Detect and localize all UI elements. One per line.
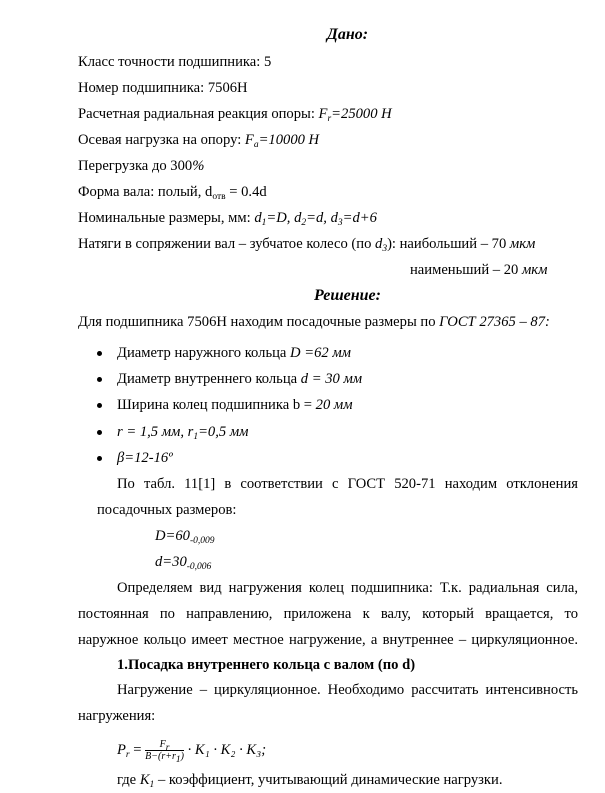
k1-definition: где $K_1$ – коэффициент, учитывающий динамические нагрузки. <box>117 772 503 790</box>
section-paragraph-line1: Нагружение – циркуляционное. Необходимо рассчитать интенсивность <box>117 682 578 698</box>
solution-intro: Для подшипника 7506Н находим посадочные размеры по ГОСТ 27365 – 87: <box>78 314 550 330</box>
solution-title: Решение: <box>314 287 381 304</box>
section-heading: 1.Посадка внутреннего кольца с валом (по d) <box>117 657 416 673</box>
radial-reaction: Расчетная радиальная реакция опоры: $F_r=25000$ Н <box>78 106 392 124</box>
bullet-width: Ширина колец подшипника b = 20 мм <box>117 395 353 415</box>
load-paragraph-line1: Определяем вид нагружения колец подшипника: Т.к. радиальная сила, <box>117 580 578 596</box>
section-paragraph-line2: нагружения: <box>78 708 156 724</box>
interference-min: наименьший – 20 мкм <box>410 262 548 278</box>
inner-deviation: $d=30_{-0,006}$ <box>155 554 212 572</box>
given-title: Дано: <box>326 26 369 43</box>
bullet-beta: β=12-16º <box>117 448 173 468</box>
bullet-radius: r = 1,5 мм, $r_1=0,5$ мм <box>117 422 248 442</box>
table-paragraph-line1: По табл. 11[1] в соответствии с ГОСТ 520-71 находим отклонения <box>117 476 578 492</box>
nominal-sizes: Номинальные размеры, мм: $d_1=D$, $d_2=d$, $d_3=d+6$ <box>78 210 377 228</box>
bullet-inner-diameter: Диаметр внутреннего кольца d = 30 мм <box>117 369 362 389</box>
load-paragraph-line2: постоянная по направлению, приложена к валу, который вращается, то <box>78 606 578 622</box>
load-paragraph-line3: наружное кольцо имеет местное нагружение, а внутреннее – циркуляционное. <box>78 632 578 648</box>
table-paragraph-line2: посадочных размеров: <box>97 502 237 518</box>
bearing-class: Класс точности подшипника: 5 <box>78 54 272 70</box>
shaft-form: Форма вала: полый, $d_{отв} = 0.4d$ <box>78 184 267 202</box>
overload: Перегрузка до 300% <box>78 158 205 174</box>
intensity-formula: $P_r$ = $\frac{F_r}{B-(r+r_1)}$ · K₁ · K₂ · K₃; <box>117 739 267 766</box>
axial-load: Осевая нагрузка на опору: $F_a=10000$ Н <box>78 132 320 150</box>
bearing-number: Номер подшипника: 7506Н <box>78 80 248 96</box>
outer-deviation: $D=60_{-0,009}$ <box>155 528 215 546</box>
interference-max: Натяги в сопряжении вал – зубчатое колесо (по $d_3$): наибольший – 70 мкм <box>78 236 536 254</box>
bullet-outer-diameter: Диаметр наружного кольца D =62 мм <box>117 343 351 363</box>
